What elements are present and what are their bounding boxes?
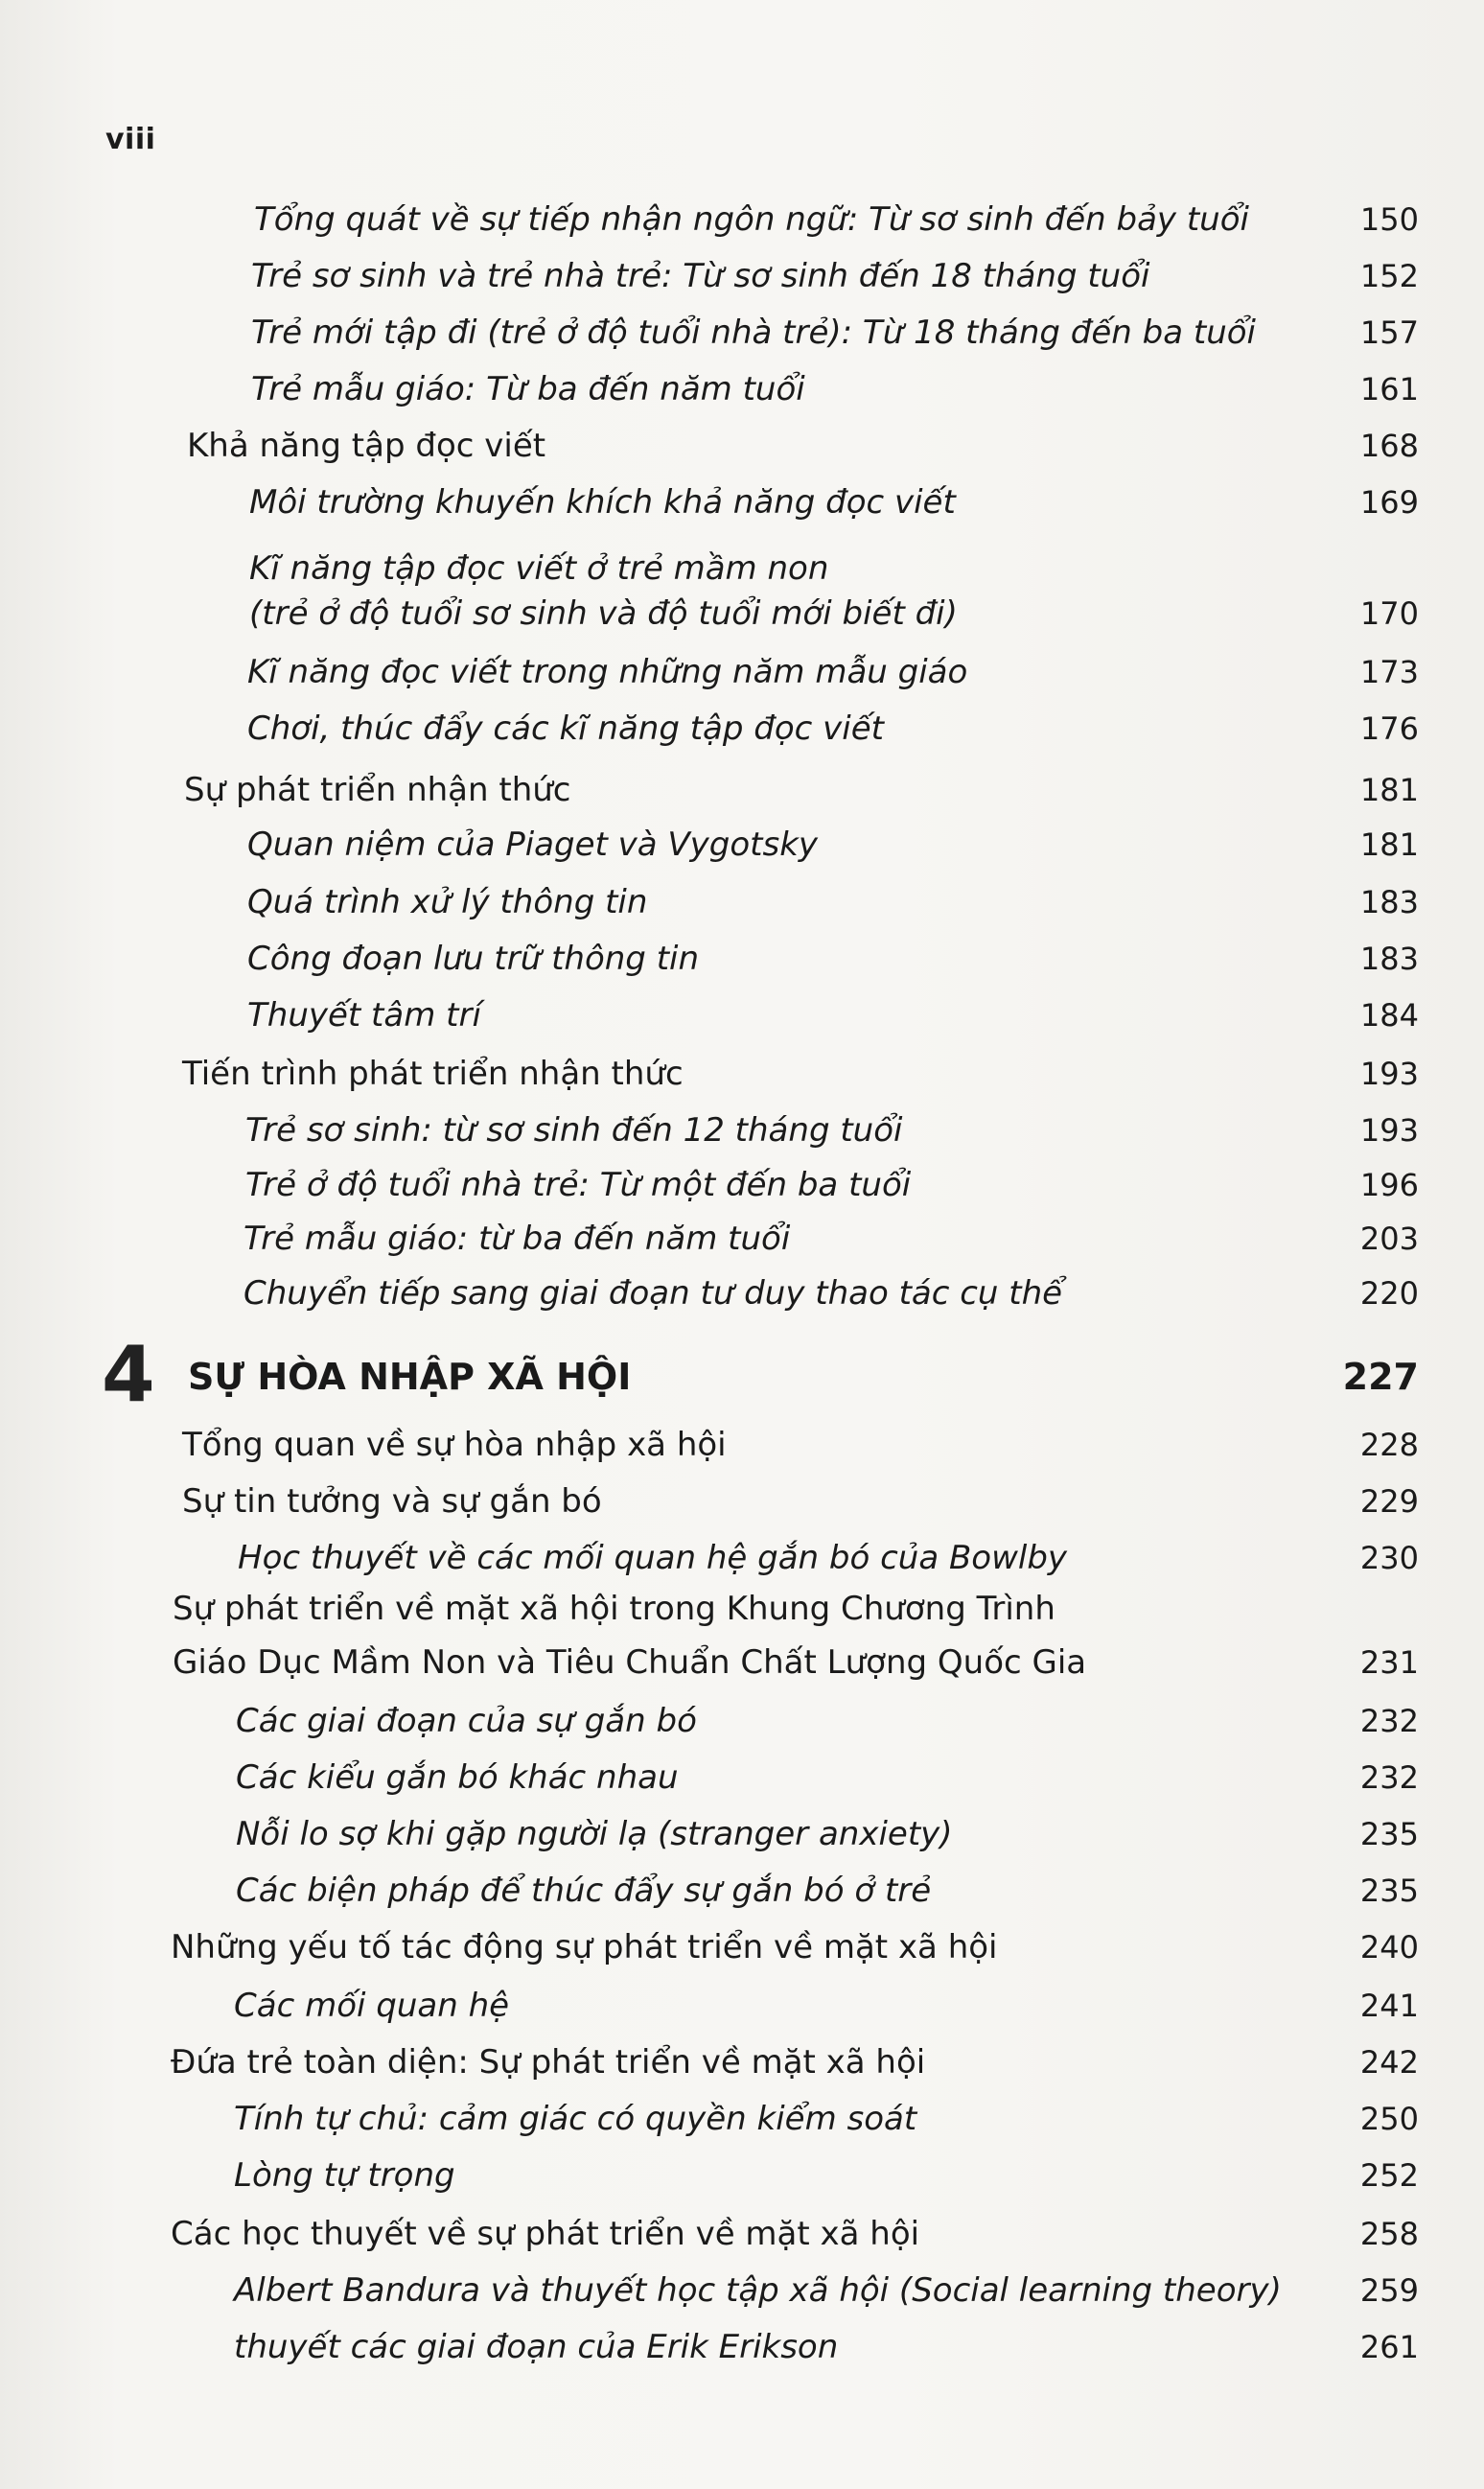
- toc-entry: [0, 1698, 1484, 1744]
- toc-entry-title: Các giai đoạn của sự gắn bó: [236, 1702, 697, 1740]
- toc-entry-title: Công đoạn lưu trữ thông tin: [247, 940, 700, 978]
- toc-entry-page: 261: [1359, 2329, 1419, 2365]
- toc-entry-title: Nỗi lo sợ khi gặp người lạ (stranger anxiety): [236, 1815, 953, 1853]
- toc-entry-title: Trẻ mẫu giáo: Từ ba đến năm tuổi: [251, 370, 805, 408]
- toc-entry-page: 235: [1359, 1873, 1419, 1909]
- toc-entry-title: Thuyết tâm trí: [247, 996, 481, 1035]
- toc-entry-title: Các biện pháp để thúc đẩy sự gắn bó ở trẻ: [236, 1872, 932, 1910]
- toc-entry: [0, 1270, 1484, 1316]
- toc-entry-page: 229: [1359, 1483, 1419, 1520]
- toc-entry: [0, 197, 1484, 243]
- toc-entry: [0, 423, 1484, 469]
- toc-entry-title: Trẻ mới tập đi (trẻ ở độ tuổi nhà trẻ): Từ 18 tháng đến ba tuổi: [251, 314, 1256, 352]
- toc-entry-page: 181: [1359, 826, 1419, 863]
- toc-entry-page: 230: [1359, 1540, 1419, 1576]
- toc-entry-title: Sự tin tưởng và sự gắn bó: [182, 1482, 602, 1521]
- toc-entry: [0, 936, 1484, 982]
- chapter-number: 4: [102, 1330, 155, 1419]
- toc-entry: [0, 767, 1484, 813]
- toc-entry-page: 176: [1359, 710, 1419, 747]
- toc-entry: [0, 992, 1484, 1038]
- toc-entry: [0, 1162, 1484, 1208]
- toc-entry-page: 241: [1359, 1988, 1419, 2024]
- toc-entry-title: Trẻ ở độ tuổi nhà trẻ: Từ một đến ba tuổi: [245, 1166, 912, 1204]
- toc-entry: [0, 649, 1484, 695]
- toc-entry-title: Đứa trẻ toàn diện: Sự phát triển về mặt xã hội: [171, 2043, 926, 2082]
- toc-entry-title: Học thuyết về các mối quan hệ gắn bó của Bowlby: [238, 1539, 1068, 1577]
- toc-entry-title: Albert Bandura và thuyết học tập xã hội (Social learning theory): [234, 2271, 1282, 2310]
- toc-entry: [0, 1640, 1484, 1686]
- toc-entry-page: 169: [1359, 484, 1419, 521]
- chapter-title: SỰ HÒA NHẬP XÃ HỘI: [188, 1356, 632, 1398]
- chapter-page: 227: [1342, 1356, 1419, 1398]
- toc-entry-title: Chơi, thúc đẩy các kĩ năng tập đọc viết: [247, 709, 884, 748]
- toc-entry: [0, 1868, 1484, 1914]
- toc-entry: [0, 1478, 1484, 1524]
- toc-entry-page: 250: [1359, 2101, 1419, 2137]
- toc-entry-title: Quá trình xử lý thông tin: [247, 883, 648, 921]
- toc-entry-title: Tổng quan về sự hòa nhập xã hội: [182, 1426, 727, 1464]
- toc-entry-page: 168: [1359, 428, 1419, 464]
- toc-entry-page: 183: [1359, 884, 1419, 920]
- toc-entry-title: Tổng quát về sự tiếp nhận ngôn ngữ: Từ sơ sinh đến bảy tuổi: [254, 200, 1249, 239]
- toc-entry: [0, 822, 1484, 868]
- toc-entry: [0, 1586, 1484, 1632]
- toc-entry: [0, 2268, 1484, 2314]
- toc-entry-page: 259: [1359, 2272, 1419, 2309]
- toc-entry-page: 242: [1359, 2044, 1419, 2081]
- toc-entry-page: 173: [1359, 654, 1419, 690]
- toc-entry-title: Giáo Dục Mầm Non và Tiêu Chuẩn Chất Lượng Quốc Gia: [173, 1643, 1087, 1682]
- toc-entry-page: 258: [1359, 2216, 1419, 2252]
- toc-entry: [0, 479, 1484, 525]
- toc-entry: [0, 1422, 1484, 1468]
- toc-entry: [0, 1811, 1484, 1857]
- toc-entry-page: 220: [1359, 1275, 1419, 1312]
- toc-entry-page: 203: [1359, 1221, 1419, 1257]
- toc-entry-title: Kĩ năng đọc viết trong những năm mẫu giáo: [247, 653, 968, 691]
- toc-entry: [0, 1107, 1484, 1153]
- toc-chapter: [0, 1330, 1484, 1419]
- page-number: viii: [105, 123, 156, 156]
- toc-entry-title: Các mối quan hệ: [234, 1987, 510, 2025]
- toc-entry: [0, 1051, 1484, 1097]
- toc-entry-title: Sự phát triển về mặt xã hội trong Khung Chương Trình: [173, 1590, 1055, 1628]
- toc-entry-title: Quan niệm của Piaget và Vygotsky: [247, 826, 819, 864]
- toc-entry: [0, 1983, 1484, 2029]
- toc-entry-page: 231: [1359, 1644, 1419, 1681]
- toc-entry-title: Các học thuyết về sự phát triển về mặt xã hội: [171, 2215, 920, 2253]
- toc-entry-page: 152: [1359, 258, 1419, 294]
- toc-entry-page: 181: [1359, 772, 1419, 808]
- toc-entry-page: 235: [1359, 1816, 1419, 1852]
- toc-entry: [0, 253, 1484, 299]
- toc-entry-page: 228: [1359, 1427, 1419, 1463]
- toc-entry-title: Sự phát triển nhận thức: [184, 771, 571, 809]
- toc-entry-title: (trẻ ở độ tuổi sơ sinh và độ tuổi mới biết đi): [249, 594, 958, 633]
- toc-entry-page: 157: [1359, 314, 1419, 351]
- toc-entry-title: Các kiểu gắn bó khác nhau: [236, 1758, 679, 1797]
- toc-entry-title: Chuyển tiếp sang giai đoạn tư duy thao tác cụ thể: [243, 1274, 1063, 1313]
- toc-entry: [0, 1755, 1484, 1801]
- toc-entry-title: Tiến trình phát triển nhận thức: [182, 1055, 684, 1093]
- toc-entry-title: Kĩ năng tập đọc viết ở trẻ mầm non: [249, 549, 829, 588]
- toc-entry: [0, 1924, 1484, 1970]
- toc-entry-title: Môi trường khuyến khích khả năng đọc viết: [249, 483, 956, 522]
- toc-entry-page: 193: [1359, 1056, 1419, 1092]
- toc-entry: [0, 2211, 1484, 2257]
- toc-entry-page: 252: [1359, 2157, 1419, 2194]
- toc-entry-page: 184: [1359, 997, 1419, 1034]
- toc-entry: [0, 546, 1484, 592]
- toc-entry: [0, 1216, 1484, 1262]
- toc-entry-page: 170: [1359, 595, 1419, 632]
- toc-entry: [0, 366, 1484, 412]
- toc-entry-title: thuyết các giai đoạn của Erik Erikson: [234, 2328, 839, 2366]
- toc-entry-title: Lòng tự trọng: [234, 2156, 455, 2195]
- toc-entry-page: 193: [1359, 1112, 1419, 1149]
- toc-entry-title: Khả năng tập đọc viết: [187, 427, 546, 465]
- toc-entry: [0, 706, 1484, 752]
- toc-entry-page: 196: [1359, 1167, 1419, 1203]
- toc-entry-title: Tính tự chủ: cảm giác có quyền kiểm soát: [234, 2100, 917, 2138]
- toc-entry-page: 161: [1359, 371, 1419, 407]
- toc-entry-title: Trẻ sơ sinh: từ sơ sinh đến 12 tháng tuổi: [245, 1111, 903, 1150]
- toc-entry-page: 183: [1359, 941, 1419, 977]
- toc-entry-title: Trẻ sơ sinh và trẻ nhà trẻ: Từ sơ sinh đến 18 tháng tuổi: [251, 257, 1150, 295]
- toc-entry: [0, 2152, 1484, 2198]
- toc-entry-page: 232: [1359, 1703, 1419, 1739]
- toc-entry: [0, 2039, 1484, 2085]
- toc-entry: [0, 879, 1484, 925]
- toc-entry: [0, 310, 1484, 356]
- toc-entry: [0, 591, 1484, 637]
- toc-entry-title: Trẻ mẫu giáo: từ ba đến năm tuổi: [243, 1220, 791, 1258]
- toc-entry-page: 232: [1359, 1759, 1419, 1796]
- toc-entry-page: 150: [1359, 201, 1419, 238]
- toc-entry: [0, 2324, 1484, 2370]
- toc-entry-page: 240: [1359, 1929, 1419, 1966]
- toc-entry: [0, 1535, 1484, 1581]
- toc-entry: [0, 2096, 1484, 2142]
- toc-entry-title: Những yếu tố tác động sự phát triển về mặt xã hội: [171, 1928, 998, 1966]
